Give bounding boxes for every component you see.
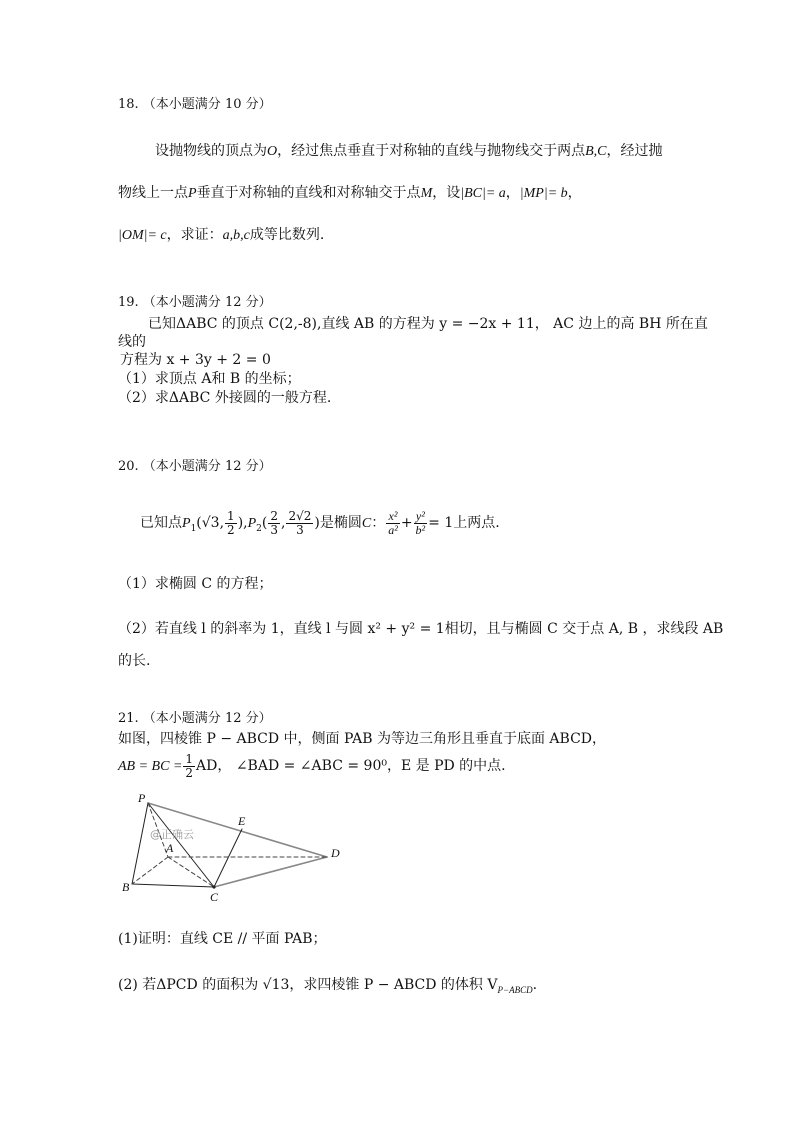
pyramid-figure [118, 790, 358, 902]
edge-PB [132, 803, 148, 884]
q19-item2: （2）求ΔABC 外接圆的一般方程. [118, 390, 332, 406]
edge-BC [132, 884, 214, 887]
q21-item1: (1)证明：直线 CE // 平面 PAB； [118, 931, 327, 947]
q20-frac-y2-b2: $\frac{\text{y²}}{\text{b²}}$ [415, 508, 426, 537]
q20-frac-2root2-thirds: $\frac{2√2}{3}$ [288, 508, 312, 537]
q21-frac-half: $\frac{1}{2}$ [185, 751, 194, 780]
edge-PC [148, 803, 214, 887]
q21-line1: 如图，四棱锥 P − ABCD 中，侧面 PAB 为等边三角形且垂直于底面 ABCD， [118, 731, 607, 747]
label-E: E [238, 814, 246, 828]
q20-item2-line2: 的长. [118, 653, 151, 669]
q18-line1: 设抛物线的顶点为O，经过焦点垂直于对称轴的直线与抛物线交于两点B,C，经过抛 [155, 143, 663, 159]
q20-item1: （1）求椭圆 C 的方程； [118, 576, 273, 592]
edge-CD [214, 857, 327, 887]
watermark: @正确云 [150, 828, 194, 841]
q20-frac-two-thirds: $\frac{2}{3}$ [270, 508, 279, 537]
q18-line2: 物线上一点P垂直于对称轴的直线和对称轴交于点M，设|BC|= a，|MP|= b， [118, 185, 582, 201]
q19-line1: 已知ΔABC 的顶点 C(2,-8),直线 AB 的方程为 y = −2x + 11， AC 边上的高 BH 所在直 [148, 316, 708, 332]
edge-AB [132, 857, 168, 884]
q20-frac-x2-a2: $\frac{\text{x²}}{\text{a²}}$ [388, 508, 398, 537]
q21-line2: AB = BC = $\frac{1}{2}$ AD， ∠BAD = ∠ABC = 90⁰，E 是 PD 的中点. [118, 751, 506, 780]
label-P: P [138, 791, 146, 805]
point-C [212, 885, 215, 888]
q19-item1: （1）求顶点 A和 B 的坐标； [118, 371, 301, 387]
segment-CE [214, 829, 242, 887]
q18-line3: |OM|= c，求证：a,b,c成等比数列. [118, 227, 325, 243]
q20-header: 20. （本小题满分 12 分） [118, 459, 272, 474]
label-B: B [122, 880, 130, 894]
q19-header: 19. （本小题满分 12 分） [118, 295, 272, 310]
q21-header: 21. （本小题满分 12 分） [118, 711, 272, 726]
q20-frac-half: $\frac{1}{2}$ [227, 508, 235, 537]
q19-line2: 线的 [118, 334, 146, 350]
label-C: C [210, 890, 219, 902]
q21-item2: (2) 若ΔPCD 的面积为 √13，求四棱锥 P − ABCD 的体积 $V_{P-ABCD}$. [118, 977, 538, 995]
q19-line3: 方程为 x + 3y + 2 = 0 [120, 352, 271, 368]
q20-intro: 已知点$P_1(√3$, $\frac{1}{2}$ )$,P_2$( $\frac{2}{3}$ , $\frac{2√2}{3}$ )是椭圆C： $\frac{\text{x²}}{\text{a²}}$ + $\frac{\text{y²}}{\text{b²}}$ = 1上两点. [140, 508, 500, 537]
q18-header: 18. （本小题满分 10 分） [118, 97, 272, 112]
label-D: D [331, 846, 340, 860]
edge-AC [168, 857, 214, 887]
q20-item2-line1: （2）若直线 l 的斜率为 1，直线 l 与圆 x² + y² = 1相切，且与椭圆 C 交于点 A, B ，求线段 AB [118, 621, 724, 637]
label-A: A [166, 841, 174, 855]
